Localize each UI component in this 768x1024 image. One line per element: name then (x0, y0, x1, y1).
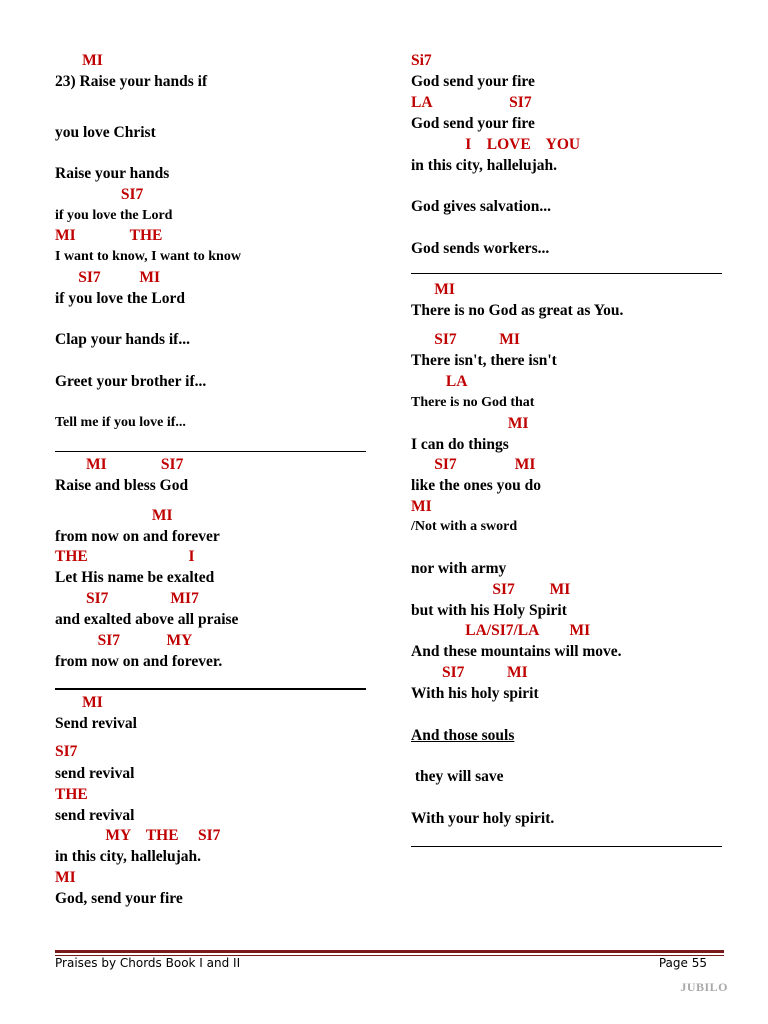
chord-line: MI (55, 869, 76, 886)
lyric-line: God sends workers... (411, 240, 550, 257)
lyric-line: Send revival (55, 715, 137, 732)
lyric-line: you love Christ (55, 124, 156, 141)
lyric-line: And these mountains will move. (411, 643, 622, 660)
chord-line: MI (411, 415, 529, 432)
section-divider (55, 688, 366, 690)
chord-line: SI7 MI (411, 581, 571, 598)
chord-line: SI7 MI7 (55, 590, 199, 607)
lyric-line: With your holy spirit. (411, 810, 555, 827)
chord-line: SI7 MI (55, 269, 161, 286)
lyric-line: Tell me if you love if... (55, 415, 186, 430)
chord-line: MI (411, 498, 432, 515)
lyric-line: And those souls (411, 727, 515, 744)
lyric-line: in this city, hallelujah. (55, 848, 201, 865)
chord-line: LA SI7 (411, 94, 532, 111)
section-divider (411, 846, 722, 847)
lyric-line: Raise your hands (55, 165, 170, 182)
lyric-line: /Not with a sword (411, 519, 518, 534)
lyric-line: Clap your hands if... (55, 331, 190, 348)
lyric-line: There isn't, there isn't (411, 352, 557, 369)
chord-line: THE (55, 786, 88, 803)
lyric-line: With his holy spirit (411, 685, 539, 702)
footer-book-title: Praises by Chords Book I and II (55, 956, 241, 970)
lyric-line: like the ones you do (411, 477, 542, 494)
lyric-line: send revival (55, 807, 135, 824)
chord-line: THE I (55, 548, 195, 565)
lyric-line: but with his Holy Spirit (411, 602, 567, 619)
section-divider (411, 273, 722, 274)
lyric-line: Greet your brother if... (55, 373, 207, 390)
lyric-line: from now on and forever. (55, 653, 223, 670)
lyric-line: if you love the Lord (55, 208, 173, 223)
lyric-line: in this city, hallelujah. (411, 157, 557, 174)
lyric-line: God gives salvation... (411, 198, 551, 215)
chord-line: SI7 MY (55, 632, 193, 649)
footer-divider (55, 950, 724, 953)
lyric-line: I want to know, I want to know (55, 249, 241, 264)
lyric-line: God send your fire (411, 115, 535, 132)
lyric-line: send revival (55, 765, 135, 782)
chord-line: LA (411, 373, 468, 390)
lyric-line: if you love the Lord (55, 290, 186, 307)
chord-line: SI7 (55, 743, 78, 760)
lyric-line: God send your fire (411, 73, 535, 90)
brand-watermark: JUBILO (680, 980, 728, 994)
lyric-line: nor with army (411, 560, 507, 577)
chord-line: MI THE (55, 227, 163, 244)
chord-line: MI SI7 (55, 456, 184, 473)
chord-line: Si7 (411, 52, 432, 69)
lyric-line: I can do things (411, 436, 509, 453)
chord-line: MY THE SI7 (55, 827, 221, 844)
footer-page-number: Page 55 (658, 956, 707, 970)
lyric-line: Let His name be exalted (55, 569, 215, 586)
chord-line: MI (55, 507, 173, 524)
lyric-line: and exalted above all praise (55, 611, 239, 628)
chord-line: LA/SI7/LA MI (411, 622, 591, 639)
section-divider (55, 451, 366, 452)
chord-line: MI (55, 52, 103, 69)
lyric-line: they will save (411, 768, 504, 785)
lyric-line: There is no God that (411, 395, 535, 410)
chord-line: MI (55, 694, 103, 711)
lyric-line: Raise and bless God (55, 477, 189, 494)
lyric-line: There is no God as great as You. (411, 302, 624, 319)
chord-line: SI7 MI (411, 331, 520, 348)
chord-line: SI7 (55, 186, 144, 203)
chord-line: MI (411, 281, 455, 298)
chord-line: SI7 MI (411, 664, 528, 681)
lyric-line: from now on and forever (55, 528, 220, 545)
chord-line: SI7 MI (411, 456, 536, 473)
chord-line: I LOVE YOU (411, 136, 581, 153)
lyric-line: 23) Raise your hands if (55, 73, 208, 90)
lyric-line: God, send your fire (55, 890, 183, 907)
